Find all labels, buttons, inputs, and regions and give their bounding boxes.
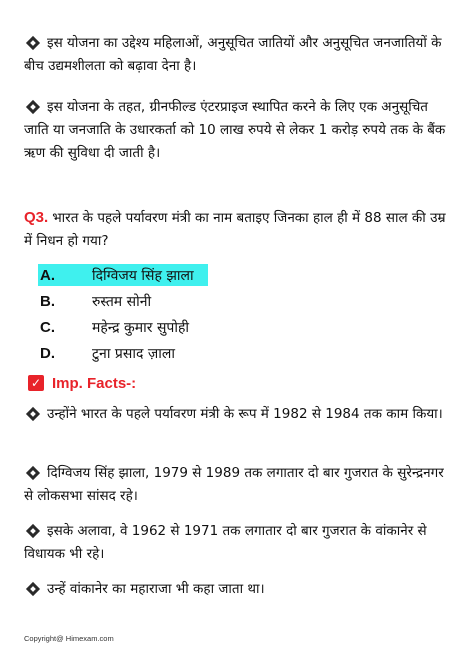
paragraph-text: इस योजना का उद्देश्य महिलाओं, अनुसूचित जातियों और अनुसूचित जनजातियों के बीच उद्यमशीलता को बढ़ावा देना है। — [24, 35, 442, 74]
diamond-bullet-icon — [26, 406, 40, 420]
intro-paragraph-2 — [24, 96, 452, 165]
checkmark-icon: ✓ — [28, 375, 44, 391]
option-a — [38, 264, 208, 286]
option-letter: C. — [40, 318, 55, 336]
question-text: भारत के पहले पर्यावरण मंत्री का नाम बताइए जिनका हाल ही में 88 साल की उम्र में निधन हो गया? — [24, 210, 446, 249]
option-text: टुना प्रसाद ज़ाला — [92, 345, 175, 362]
fact-item — [24, 578, 452, 601]
fact-text: इसके अलावा, वे 1962 से 1971 तक लगातार दो बार गुजरात के वांकानेर से विधायक भी रहे। — [24, 523, 427, 562]
option-letter: A. — [40, 266, 55, 284]
question — [24, 206, 452, 253]
option-letter: B. — [40, 292, 55, 310]
fact-text: दिग्विजय सिंह झाला, 1979 से 1989 तक लगातार दो बार गुजरात के सुरेन्द्रनगर से लोकसभा सांसद रहे। — [24, 465, 444, 504]
option-text: महेन्द्र कुमार सुपोही — [92, 319, 190, 336]
fact-text: उन्हें वांकानेर का महाराजा भी कहा जाता था। — [47, 581, 265, 597]
diamond-bullet-icon — [26, 523, 40, 537]
intro-paragraph-1 — [24, 32, 452, 78]
option-c — [40, 316, 189, 338]
option-text: दिग्विजय सिंह झाला — [92, 267, 194, 284]
option-text: रुस्तम सोनी — [92, 293, 152, 310]
diamond-bullet-icon — [26, 35, 40, 49]
diamond-bullet-icon — [26, 581, 40, 595]
diamond-bullet-icon — [26, 465, 40, 479]
paragraph-text: इस योजना के तहत, ग्रीनफील्ड एंटरप्राइज स्थापित करने के लिए एक अनुसूचित जाति या जनजाति के उधारकर्ता को 10 लाख रुपये से लेकर 1 करोड़ रुपये तक के बैंक ऋण की सुविधा दी जाती है। — [24, 99, 446, 161]
option-d — [40, 342, 175, 364]
option-b — [40, 290, 151, 312]
imp-facts-heading — [28, 372, 136, 394]
facts-heading-text: Imp. Facts-: — [52, 374, 137, 392]
diamond-bullet-icon — [26, 99, 40, 113]
copyright-footer: Copyright@ Himexam.com — [24, 634, 114, 643]
fact-text: उन्होंने भारत के पहले पर्यावरण मंत्री के रूप में 1982 से 1984 तक काम किया। — [47, 406, 443, 422]
question-label: Q3. — [24, 209, 49, 226]
option-letter: D. — [40, 344, 55, 362]
fact-item — [24, 462, 452, 508]
fact-item — [24, 403, 452, 426]
fact-item — [24, 520, 452, 566]
